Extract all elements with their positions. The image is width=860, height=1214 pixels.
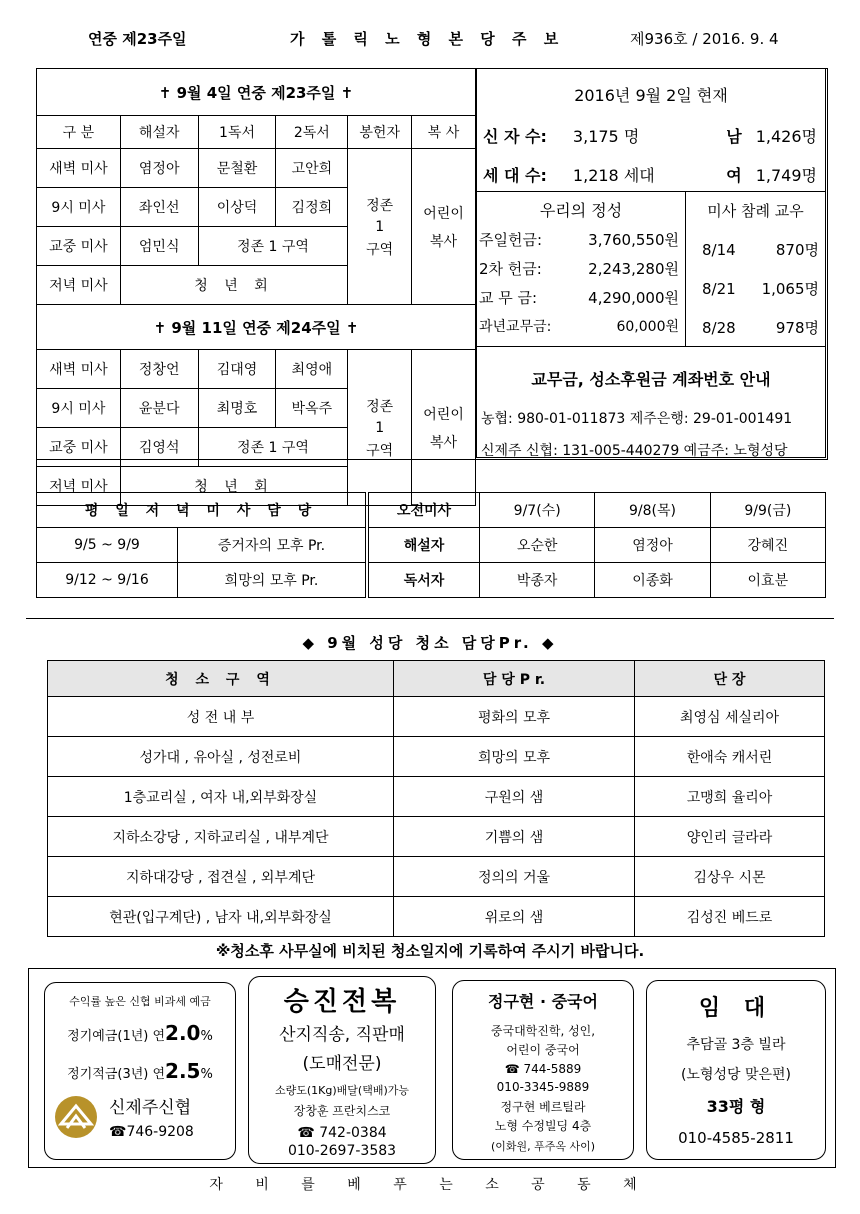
col-header: 단 장 [635,661,825,697]
ad-credit-union [44,982,236,1160]
ad-abalone [248,976,436,1164]
clean-area: 성가대 , 유아실 , 성전로비 [48,737,394,777]
cleaning-note: ※청소후 사무실에 비치된 청소일지에 기록하여 주시기 바랍니다. [215,942,645,960]
server-group: 어린이 복사 [412,350,476,506]
mass-label: 새벽 미사 [37,350,121,389]
attendance-date: 8/21 [702,279,736,298]
narr-label: 해설자 [369,528,480,563]
ad-text: % [200,1029,213,1044]
week1-title: ✝ 9월 4일 연중 제23주일 ✝ [37,69,476,116]
offering-value: 2,243,280원 [588,260,679,278]
cleaning-table [47,660,825,937]
attendance-date: 8/28 [702,318,736,337]
female-value: 1,749명 [755,166,817,185]
mass-label: 교중 미사 [37,428,121,467]
account-line2: 신제주 신협: 131-005-440279 예금주: 노형성당 [481,443,788,459]
cell: 정존 1 구역 [198,227,348,266]
cell: 이효분 [710,563,825,598]
mass-label: 교중 미사 [37,227,121,266]
clean-pr: 정의의 거울 [394,857,635,897]
ad-chinese [452,980,634,1160]
cell: 문철환 [198,149,276,188]
mass-label: 저녁 미사 [37,266,121,305]
cell: 최영애 [276,350,348,389]
col-header: 1독서 [198,116,276,149]
ad-rate: 2.0 [165,1021,201,1045]
cell: 김영석 [120,428,198,467]
clean-area: 1층교리실 , 여자 내,외부화장실 [48,777,394,817]
ad-text: 어린이 중국어 [506,1043,580,1057]
header-right: 제936호 / 2016. 9. 4 [630,30,779,48]
mass-label: 새벽 미사 [37,149,121,188]
attendance-panel [685,191,826,347]
col-header: 담 당 P r. [394,661,635,697]
ad-title: 임 대 [698,996,774,1021]
col-header: 청 소 구 역 [48,661,394,697]
weekday-title: 평 일 저 녁 미 사 담 당 [37,493,366,528]
ad-phone: ☎ 742-0384 [297,1125,387,1141]
morning-label: 오전미사 [369,493,480,528]
clean-leader: 양인리 글라라 [635,817,825,857]
cell: 엄민식 [120,227,198,266]
ad-text: 정기적금(3년) 연 [67,1067,166,1082]
stats-date: 2016년 9월 2일 현재 [574,86,728,105]
ad-text: % [200,1067,213,1082]
believers-label: 신 자 수: [483,127,547,146]
ad-rent [646,980,826,1160]
attendance-date: 8/14 [702,240,736,259]
offering-value: 3,760,550원 [588,231,679,249]
account-line1: 농협: 980-01-011873 제주은행: 29-01-001491 [481,411,793,427]
cell: 최명호 [198,389,276,428]
day-header: 9/7(수) [480,493,595,528]
offering-value: 60,000원 [616,319,679,335]
clean-area: 성 전 내 부 [48,697,394,737]
footer-motto: 자 비 를 베 푸 는 소 공 동 체 [209,1177,651,1193]
weekday-date: 9/5 ~ 9/9 [37,528,178,563]
credit-union-logo-icon [53,1094,99,1140]
ad-text: 노형 수정빌딩 4층 [494,1119,592,1133]
cell: 박종자 [480,563,595,598]
ad-text: 산지직송, 직판매 [279,1025,405,1045]
cell: 청 년 회 [120,266,347,305]
ad-text: 추담골 3층 빌라 [686,1037,786,1053]
ad-text: (이화원, 푸주옥 사이) [490,1140,596,1153]
attendance-title: 미사 참례 교우 [707,202,804,220]
day-header: 9/9(금) [710,493,825,528]
mass-label: 저녁 미사 [37,467,121,506]
attendance-count: 978명 [775,319,819,337]
clean-pr: 희망의 모후 [394,737,635,777]
offering-panel [476,191,686,347]
ad-phone: 010-4585-2811 [678,1129,794,1147]
header-center: 가 톨 릭 노 형 본 당 주 보 [290,30,565,48]
ad-phone: 010-2697-3583 [287,1143,397,1159]
clean-leader: 고맹희 율리아 [635,777,825,817]
cell: 김정희 [276,188,348,227]
weekday-date: 9/12 ~ 9/16 [37,563,178,598]
female-label: 여 [726,166,742,185]
col-header: 해설자 [120,116,198,149]
clean-leader: 한애숙 캐서린 [635,737,825,777]
clean-pr: 구원의 샘 [394,777,635,817]
cell: 이상덕 [198,188,276,227]
clean-area: 지하소강당 , 지하교리실 , 내부계단 [48,817,394,857]
clean-area: 현관(입구계단) , 남자 내,외부화장실 [48,897,394,937]
cell: 윤분다 [120,389,198,428]
col-header: 구 분 [37,116,121,149]
cleaning-title: ◆ 9월 성당 청소 담당Pr. ◆ [302,634,558,652]
cell: 청 년 회 [120,467,347,506]
cell: 정창언 [120,350,198,389]
ad-text: 장창훈 프란치스코 [293,1104,391,1118]
attendance-count: 1,065명 [761,280,819,298]
ad-title: 승진전복 [283,987,401,1017]
ad-phone: 010-3345-9889 [496,1080,590,1094]
cell: 김대영 [198,350,276,389]
clean-leader: 김상우 시몬 [635,857,825,897]
clean-area: 지하대강당 , 접견실 , 외부계단 [48,857,394,897]
offering-label: 과년교무금: [479,319,552,335]
morning-mass-table [368,492,826,598]
col-header: 2독서 [276,116,348,149]
offering-label: 교 무 금: [479,289,538,307]
households-value: 1,218 세대 [572,166,655,185]
reader-label: 독서자 [369,563,480,598]
mass-label: 9시 미사 [37,389,121,428]
ad-text: 소량도(1Kg)배달(택배)가능 [275,1084,409,1097]
ad-phone: ☎ 744-5889 [504,1062,582,1076]
week2-title: ✝ 9월 11일 연중 제24주일 ✝ [37,305,476,350]
ad-text: 중국대학진학, 성인, [490,1024,596,1038]
account-title: 교무금, 성소후원금 계좌번호 안내 [531,370,771,389]
offering-label: 주일헌금: [479,231,543,249]
cell: 강혜진 [710,528,825,563]
cell: 고안희 [276,149,348,188]
clean-pr: 평화의 모후 [394,697,635,737]
col-header: 봉헌자 [348,116,412,149]
server-group: 어린이 복사 [412,149,476,305]
weekday-group: 증거자의 모후 Pr. [178,528,366,563]
weekday-mass-table [36,492,366,598]
attendance-count: 870명 [775,241,819,259]
believers-value: 3,175 명 [572,127,640,146]
weekday-group: 희망의 모후 Pr. [178,563,366,598]
offering-group: 정존 1 구역 [348,350,412,506]
clean-pr: 위로의 샘 [394,897,635,937]
male-label: 남 [726,127,742,146]
offering-title: 우리의 정성 [539,201,623,220]
ad-title: 정구현 · 중국어 [488,992,598,1011]
divider [26,618,834,619]
cell: 정존 1 구역 [198,428,348,467]
ad-text: 수익률 높은 신협 비과세 예금 [69,995,211,1008]
clean-leader: 최영심 세실리아 [635,697,825,737]
households-label: 세 대 수: [483,166,547,185]
mass-schedule-table [36,68,476,506]
ad-rate: 2.5 [165,1059,201,1083]
ad-text: 정기예금(1년) 연 [67,1029,166,1044]
male-value: 1,426명 [755,127,817,146]
col-header: 복 사 [412,116,476,149]
header-left: 연중 제23주일 [88,30,187,48]
cell: 오순한 [480,528,595,563]
offering-label: 2차 헌금: [479,260,542,278]
offering-group: 정존 1 구역 [348,149,412,305]
day-header: 9/8(목) [595,493,710,528]
ad-text: 정구현 베르틸라 [500,1100,586,1114]
cell: 이종화 [595,563,710,598]
cell: 염정아 [120,149,198,188]
cell: 좌인선 [120,188,198,227]
clean-pr: 기쁨의 샘 [394,817,635,857]
clean-leader: 김성진 베드로 [635,897,825,937]
cell: 염정아 [595,528,710,563]
mass-label: 9시 미사 [37,188,121,227]
ad-phone: ☎746-9208 [109,1124,194,1140]
ad-text: 33평 형 [706,1097,766,1116]
stats-panel [476,68,826,192]
ad-text: (노형성당 맞은편) [680,1067,792,1083]
account-panel [476,346,826,458]
offering-value: 4,290,000원 [588,289,679,307]
cell: 박옥주 [276,389,348,428]
ad-name: 신제주신협 [109,1098,192,1118]
ad-text: (도매전문) [302,1054,382,1074]
